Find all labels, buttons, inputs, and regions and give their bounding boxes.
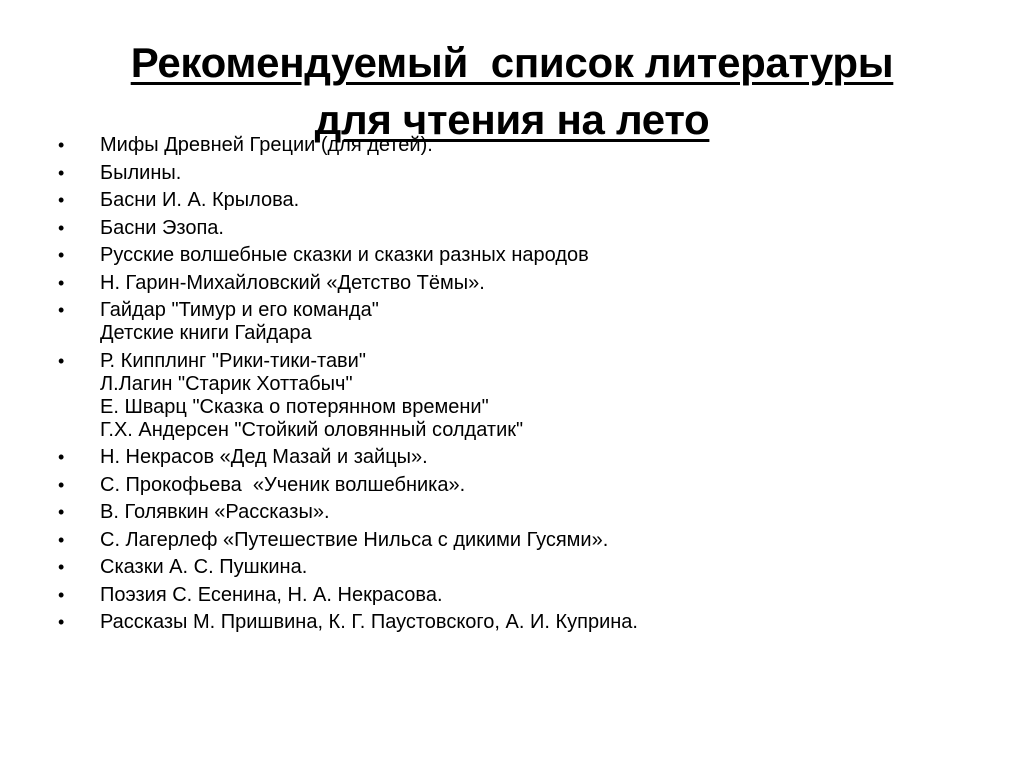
title-line-2: для чтения на лето	[314, 96, 710, 144]
list-item	[58, 350, 998, 442]
list-item-text: Н. Гарин-Михайловский «Детство Тёмы».	[100, 271, 485, 294]
bullet-icon: •	[58, 584, 65, 605]
list-item	[58, 189, 998, 212]
list-item-text: Е. Шварц "Сказка о потерянном времени"	[100, 395, 489, 418]
bullet-icon: •	[58, 162, 65, 183]
bullet-icon: •	[58, 502, 65, 522]
bullet-icon: •	[58, 135, 65, 155]
list-item	[58, 584, 998, 607]
list-item-text: Поэзия С. Есенина, Н. А. Некрасова.	[100, 583, 443, 606]
list-item-text: Былины.	[100, 161, 182, 184]
bullet-icon: •	[58, 612, 65, 632]
list-item-text: Мифы Древней Греции (для детей).	[100, 134, 433, 156]
list-item	[58, 134, 998, 157]
bullet-icon: •	[58, 529, 65, 550]
bullet-icon: •	[58, 350, 65, 371]
list-item-text: Г.Х. Андерсен "Стойкий оловянный солдатик"	[100, 418, 524, 441]
list-item-text: Басни И. А. Крылова.	[100, 189, 300, 211]
bullet-icon: •	[58, 272, 65, 293]
list-item	[58, 299, 998, 345]
list-item-text: Гайдар "Тимур и его команда"	[100, 299, 379, 321]
list-item	[58, 272, 998, 295]
title-line-1: Рекомендуемый список литературы	[130, 39, 894, 87]
list-item-text: С. Лагерлеф «Путешествие Нильса с дикими Гусями».	[100, 528, 609, 551]
list-item-text: Детские книги Гайдара	[100, 322, 312, 344]
list-item-text: Н. Некрасов «Дед Мазай и зайцы».	[100, 446, 428, 468]
bullet-icon: •	[58, 447, 65, 467]
list-item	[58, 529, 998, 552]
list-item-text: Р. Кипплинг "Рики-тики-тави"	[100, 349, 366, 372]
reading-list	[58, 134, 998, 639]
list-item	[58, 244, 998, 267]
list-item-text: Рассказы М. Пришвина, К. Г. Паустовского, А. И. Куприна.	[100, 611, 638, 633]
bullet-icon: •	[58, 557, 65, 577]
list-item-text: Сказки А. С. Пушкина.	[100, 556, 308, 578]
list-item-text: Басни Эзопа.	[100, 216, 224, 239]
list-item	[58, 474, 998, 497]
list-item-text: В. Голявкин «Рассказы».	[100, 501, 330, 523]
bullet-icon: •	[58, 300, 65, 320]
list-item	[58, 501, 998, 524]
list-item-text: С. Прокофьева «Ученик волшебника».	[100, 473, 466, 496]
bullet-icon: •	[58, 245, 65, 265]
list-item-text: Л.Лагин "Старик Хоттабыч"	[100, 372, 353, 395]
list-item-text: Русские волшебные сказки и сказки разных народов	[100, 244, 589, 266]
bullet-icon: •	[58, 217, 65, 238]
list-item	[58, 217, 998, 240]
list-item	[58, 446, 998, 469]
bullet-icon: •	[58, 190, 65, 210]
list-item	[58, 162, 998, 185]
bullet-icon: •	[58, 474, 65, 495]
page-title	[0, 34, 1024, 148]
list-item	[58, 556, 998, 579]
list-item	[58, 611, 998, 634]
